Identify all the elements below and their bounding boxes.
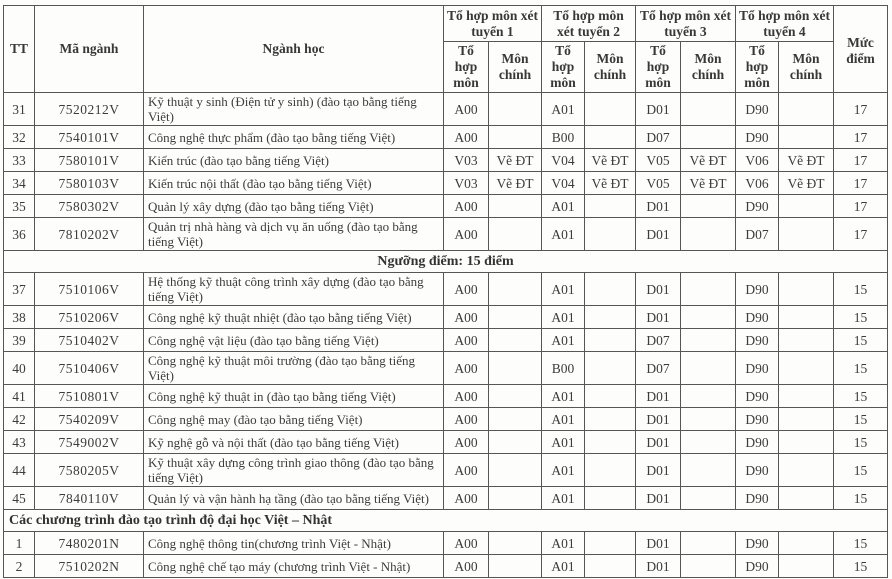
cell-main-subject-2 [585,126,636,149]
cell-subject-combo-4: V06 [736,149,779,172]
table-row [4,195,888,218]
cell-main-subject-4 [779,126,834,149]
section-label: Ngưỡng điểm: 15 điểm [4,251,888,273]
table-row [4,172,888,195]
cell-main-subject-4 [779,273,834,306]
table-row [4,306,888,329]
cell-subject-combo-2: A01 [542,195,585,218]
cell-tt: 44 [4,454,35,487]
table-row [4,487,888,510]
header-tt: TT [4,6,35,93]
cell-subject-combo-3: D01 [636,385,681,408]
cell-major-code: 7510402V [35,329,144,352]
cell-subject-combo-3: D01 [636,431,681,454]
cell-main-subject-3 [681,352,736,385]
table-row [4,126,888,149]
cell-score: 15 [834,408,888,431]
cell-subject-combo-4: D90 [736,487,779,510]
cell-subject-combo-2: A01 [542,93,585,126]
cell-major-name: Kiến trúc (đào tạo bằng tiếng Việt) [144,149,444,172]
cell-main-subject-1 [489,195,542,218]
cell-main-subject-2 [585,408,636,431]
cell-subject-combo-2: A01 [542,273,585,306]
cell-major-name: Kỹ thuật y sinh (Điện tử y sinh) (đào tạo bằng tiếng Việt) [144,93,444,126]
header-subject-combo-1: Tổ hợp môn [444,42,489,93]
cell-subject-combo-2: V04 [542,172,585,195]
cell-main-subject-2 [585,195,636,218]
cell-subject-combo-1: A00 [444,126,489,149]
header-combo-group-4: Tổ hợp môn xét tuyển 4 [736,6,834,42]
cell-tt: 43 [4,431,35,454]
cell-main-subject-3 [681,555,736,578]
cell-major-code: 7580302V [35,195,144,218]
cell-main-subject-1 [489,431,542,454]
cell-tt: 35 [4,195,35,218]
cell-major-code: 7840110V [35,487,144,510]
cell-subject-combo-3: D01 [636,218,681,251]
table-row [4,431,888,454]
cell-subject-combo-2: A01 [542,454,585,487]
cell-main-subject-2 [585,273,636,306]
table-row [4,555,888,578]
cell-subject-combo-1: A00 [444,408,489,431]
cell-main-subject-2: Vẽ ĐT [585,172,636,195]
cell-subject-combo-3: V05 [636,149,681,172]
cell-main-subject-3 [681,306,736,329]
cell-subject-combo-4: D90 [736,306,779,329]
cell-tt: 32 [4,126,35,149]
cell-subject-combo-2: B00 [542,352,585,385]
cell-main-subject-4 [779,329,834,352]
cell-main-subject-4: Vẽ ĐT [779,172,834,195]
cell-score: 17 [834,93,888,126]
cell-subject-combo-4: D90 [736,93,779,126]
header-subject-combo-2: Tổ hợp môn [542,42,585,93]
cell-tt: 40 [4,352,35,385]
cell-main-subject-3 [681,93,736,126]
cell-score: 17 [834,172,888,195]
cell-score: 17 [834,149,888,172]
cell-major-code: 7480201N [35,532,144,555]
cell-main-subject-3 [681,329,736,352]
table-row [4,352,888,385]
cell-major-code: 7580205V [35,454,144,487]
cell-major-name: Công nghệ thực phẩm (đào tạo bằng tiếng Việt) [144,126,444,149]
cell-score: 15 [834,352,888,385]
cell-major-code: 7549002V [35,431,144,454]
cell-subject-combo-2: A01 [542,408,585,431]
cell-tt: 33 [4,149,35,172]
cell-main-subject-3 [681,454,736,487]
cell-tt: 38 [4,306,35,329]
cell-main-subject-1 [489,385,542,408]
cell-subject-combo-3: D07 [636,126,681,149]
cell-score: 15 [834,454,888,487]
header-main-subject-2: Môn chính [585,42,636,93]
cell-score: 15 [834,555,888,578]
table-row [4,385,888,408]
cell-subject-combo-3: D01 [636,93,681,126]
cell-subject-combo-1: A00 [444,93,489,126]
cell-main-subject-3 [681,385,736,408]
cell-main-subject-3: Vẽ ĐT [681,149,736,172]
cell-main-subject-3 [681,431,736,454]
cell-tt: 37 [4,273,35,306]
cell-major-code: 7510406V [35,352,144,385]
cell-subject-combo-4: D90 [736,532,779,555]
cell-subject-combo-4: D90 [736,555,779,578]
cell-subject-combo-4: D07 [736,218,779,251]
cell-main-subject-2 [585,306,636,329]
header-subject-combo-3: Tổ hợp môn [636,42,681,93]
cell-major-name: Công nghệ vật liệu (đào tạo bằng tiếng Việt) [144,329,444,352]
cell-major-name: Kiến trúc nội thất (đào tạo bằng tiếng Việt) [144,172,444,195]
cell-subject-combo-3: D01 [636,487,681,510]
cell-major-code: 7540209V [35,408,144,431]
cell-main-subject-2 [585,385,636,408]
cell-tt: 1 [4,532,35,555]
cell-subject-combo-2: A01 [542,431,585,454]
cell-main-subject-3 [681,408,736,431]
cell-subject-combo-1: A00 [444,532,489,555]
cell-subject-combo-1: A00 [444,385,489,408]
header-main-subject-3: Môn chính [681,42,736,93]
header-combo-group-3: Tổ hợp môn xét tuyển 3 [636,6,736,42]
cell-main-subject-3: Vẽ ĐT [681,172,736,195]
cell-major-code: 7540101V [35,126,144,149]
admission-cutoff-table [3,5,888,578]
cell-subject-combo-2: A01 [542,329,585,352]
cell-subject-combo-4: D90 [736,385,779,408]
cell-main-subject-1: Vẽ ĐT [489,172,542,195]
cell-main-subject-2 [585,329,636,352]
cell-tt: 45 [4,487,35,510]
cell-main-subject-4 [779,385,834,408]
table-row [4,329,888,352]
cell-main-subject-3 [681,218,736,251]
cell-main-subject-1 [489,454,542,487]
cell-major-code: 7510202N [35,555,144,578]
table-header [4,6,888,93]
table-row [4,454,888,487]
cell-subject-combo-1: A00 [444,306,489,329]
header-subject-combo-4: Tổ hợp môn [736,42,779,93]
cell-subject-combo-3: V05 [636,172,681,195]
cell-main-subject-1 [489,273,542,306]
header-major-code: Mã ngành [35,6,144,93]
cell-main-subject-4 [779,93,834,126]
cell-subject-combo-1: A00 [444,195,489,218]
cell-main-subject-2 [585,487,636,510]
cell-score: 15 [834,431,888,454]
cell-subject-combo-3: D01 [636,555,681,578]
table-row [4,149,888,172]
cell-main-subject-3 [681,532,736,555]
cell-main-subject-1 [489,532,542,555]
header-major-name: Ngành học [144,6,444,93]
cell-score: 15 [834,306,888,329]
cell-main-subject-3 [681,195,736,218]
header-combo-group-1: Tổ hợp môn xét tuyển 1 [444,6,542,42]
header-main-subject-4: Môn chính [779,42,834,93]
table-row [4,273,888,306]
cell-tt: 2 [4,555,35,578]
cell-main-subject-2 [585,352,636,385]
cell-main-subject-4: Vẽ ĐT [779,149,834,172]
cell-subject-combo-1: V03 [444,172,489,195]
cell-subject-combo-3: D07 [636,329,681,352]
cell-subject-combo-3: D01 [636,532,681,555]
cell-main-subject-4 [779,487,834,510]
scanned-document-page [3,5,888,578]
cell-major-name: Kỹ thuật xây dựng công trình giao thông (đào tạo bằng tiếng Việt) [144,454,444,487]
table-row [4,218,888,251]
cell-main-subject-2: Vẽ ĐT [585,149,636,172]
cell-main-subject-4 [779,431,834,454]
cell-major-code: 7810202V [35,218,144,251]
cell-major-code: 7580103V [35,172,144,195]
cell-subject-combo-2: A01 [542,218,585,251]
cell-main-subject-4 [779,306,834,329]
cell-major-name: Công nghệ kỹ thuật môi trường (đào tạo bằng tiếng Việt) [144,352,444,385]
cell-main-subject-2 [585,532,636,555]
cell-score: 17 [834,218,888,251]
cell-main-subject-1 [489,555,542,578]
cell-subject-combo-1: A00 [444,454,489,487]
cell-main-subject-1 [489,329,542,352]
cell-subject-combo-1: V03 [444,149,489,172]
cell-major-name: Hệ thống kỹ thuật công trình xây dựng (đào tạo bằng tiếng Việt) [144,273,444,306]
cell-tt: 34 [4,172,35,195]
cell-subject-combo-1: A00 [444,218,489,251]
cell-score: 15 [834,385,888,408]
cell-subject-combo-3: D01 [636,306,681,329]
cell-subject-combo-3: D01 [636,408,681,431]
cell-major-name: Công nghệ kỹ thuật nhiệt (đào tạo bằng tiếng Việt) [144,306,444,329]
cell-tt: 36 [4,218,35,251]
table-row [4,93,888,126]
header-combo-group-2: Tổ hợp môn xét tuyển 2 [542,6,636,42]
cell-subject-combo-2: A01 [542,487,585,510]
table-body [4,93,888,578]
cell-score: 17 [834,195,888,218]
cell-subject-combo-1: A00 [444,487,489,510]
section-row [4,510,888,532]
cell-main-subject-1 [489,306,542,329]
cell-main-subject-2 [585,454,636,487]
cell-score: 17 [834,126,888,149]
cell-main-subject-4 [779,408,834,431]
cell-major-code: 7580101V [35,149,144,172]
cell-subject-combo-2: V04 [542,149,585,172]
cell-tt: 39 [4,329,35,352]
cell-tt: 42 [4,408,35,431]
cell-subject-combo-4: D90 [736,431,779,454]
cell-subject-combo-4: D90 [736,195,779,218]
cell-main-subject-4 [779,352,834,385]
cell-subject-combo-2: A01 [542,306,585,329]
cell-subject-combo-4: D90 [736,408,779,431]
cell-major-name: Kỹ nghệ gỗ và nội thất (đào tạo bằng tiếng Việt) [144,431,444,454]
cell-tt: 41 [4,385,35,408]
section-label: Các chương trình đào tạo trình độ đại học Việt – Nhật [4,510,888,532]
cell-major-name: Quản trị nhà hàng và dịch vụ ăn uống (đào tạo bằng tiếng Việt) [144,218,444,251]
cell-score: 15 [834,532,888,555]
cell-major-code: 7520212V [35,93,144,126]
cell-main-subject-1 [489,93,542,126]
cell-subject-combo-4: D90 [736,454,779,487]
header-group-row [4,6,888,42]
cell-subject-combo-4: V06 [736,172,779,195]
cell-subject-combo-2: B00 [542,126,585,149]
cell-subject-combo-1: A00 [444,352,489,385]
cell-major-name: Công nghệ thông tin(chương trình Việt - Nhật) [144,532,444,555]
table-row [4,408,888,431]
cell-major-code: 7510206V [35,306,144,329]
cell-major-name: Công nghệ kỹ thuật in (đào tạo bằng tiếng Việt) [144,385,444,408]
cell-subject-combo-2: A01 [542,532,585,555]
cell-subject-combo-4: D90 [736,352,779,385]
cell-subject-combo-3: D01 [636,273,681,306]
header-score: Mức điểm [834,6,888,93]
cell-main-subject-1 [489,218,542,251]
table-row [4,532,888,555]
cell-major-name: Công nghệ may (đào tạo bằng tiếng Việt) [144,408,444,431]
cell-major-code: 7510106V [35,273,144,306]
cell-main-subject-4 [779,532,834,555]
cell-main-subject-4 [779,218,834,251]
cell-subject-combo-1: A00 [444,329,489,352]
cell-score: 15 [834,329,888,352]
cell-subject-combo-4: D90 [736,329,779,352]
cell-main-subject-3 [681,273,736,306]
cell-subject-combo-1: A00 [444,555,489,578]
cell-main-subject-2 [585,218,636,251]
cell-subject-combo-3: D01 [636,454,681,487]
cell-main-subject-1: Vẽ ĐT [489,149,542,172]
cell-main-subject-1 [489,487,542,510]
cell-major-code: 7510801V [35,385,144,408]
cell-main-subject-4 [779,555,834,578]
cell-main-subject-1 [489,408,542,431]
cell-subject-combo-3: D01 [636,195,681,218]
cell-main-subject-2 [585,431,636,454]
header-main-subject-1: Môn chính [489,42,542,93]
cell-main-subject-4 [779,195,834,218]
cell-major-name: Quản lý xây dựng (đào tạo bằng tiếng Việt) [144,195,444,218]
section-row [4,251,888,273]
cell-major-name: Quản lý và vận hành hạ tầng (đào tạo bằng tiếng Việt) [144,487,444,510]
cell-subject-combo-1: A00 [444,431,489,454]
cell-main-subject-1 [489,126,542,149]
cell-subject-combo-4: D90 [736,273,779,306]
cell-tt: 31 [4,93,35,126]
cell-main-subject-3 [681,126,736,149]
cell-main-subject-2 [585,93,636,126]
cell-main-subject-3 [681,487,736,510]
cell-subject-combo-3: D07 [636,352,681,385]
cell-subject-combo-4: D90 [736,126,779,149]
cell-main-subject-4 [779,454,834,487]
cell-subject-combo-2: A01 [542,555,585,578]
cell-main-subject-1 [489,352,542,385]
cell-subject-combo-2: A01 [542,385,585,408]
cell-main-subject-2 [585,555,636,578]
cell-major-name: Công nghệ chế tạo máy (chương trình Việt - Nhật) [144,555,444,578]
cell-score: 15 [834,273,888,306]
cell-score: 15 [834,487,888,510]
cell-subject-combo-1: A00 [444,273,489,306]
